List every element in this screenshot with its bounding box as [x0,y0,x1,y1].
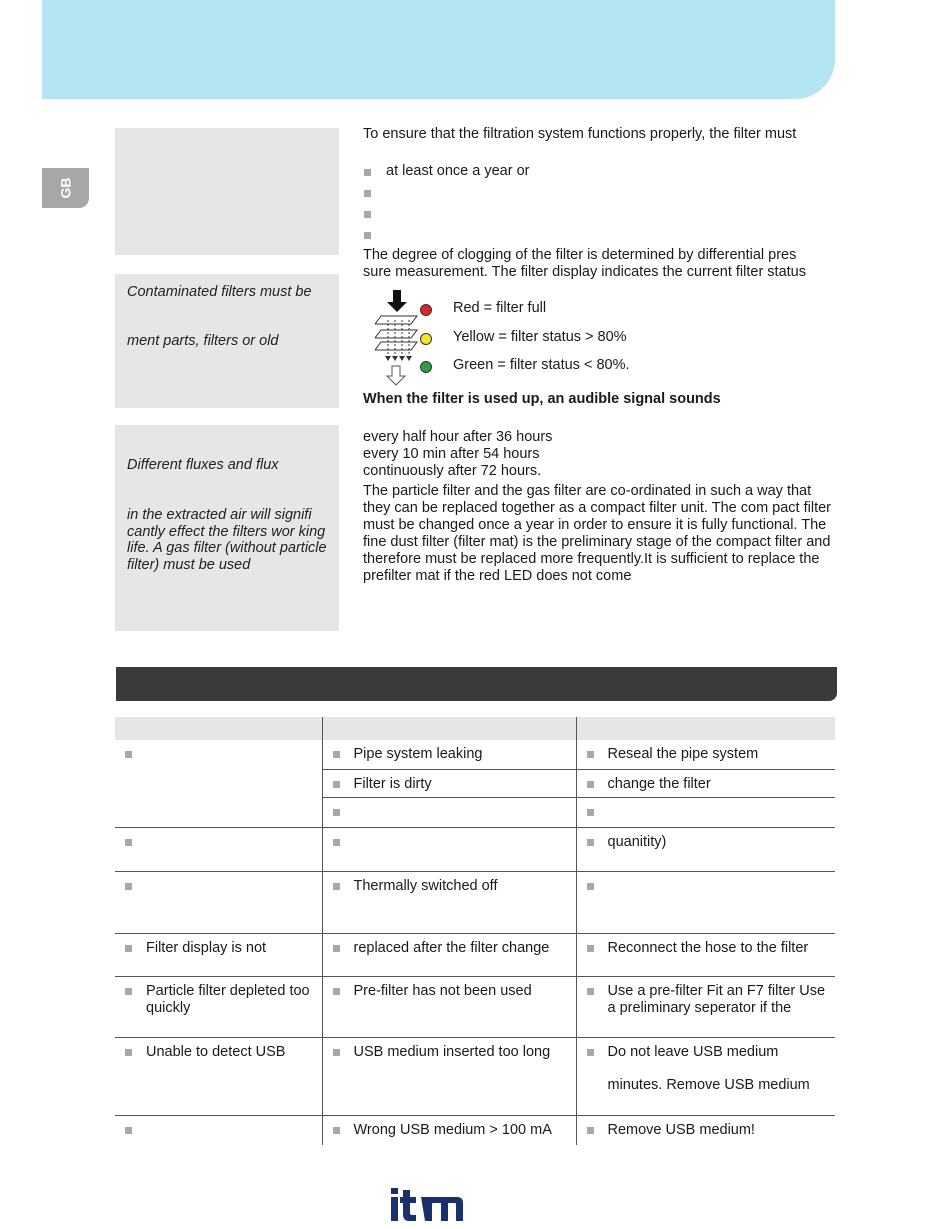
bullet-square-icon [333,883,340,890]
fault-cell: Unable to detect USB [115,1037,322,1115]
troubleshooting-table [115,717,835,1145]
remedy-cell: Reseal the pipe system [576,740,835,769]
sidebar-note-1 [115,128,339,255]
column-header [322,717,576,740]
bullet-square-icon [587,1049,594,1056]
cause-cell: Filter is dirty [322,769,576,797]
signal-line: every half hour after 36 hours [363,429,553,445]
bullet-square-icon [125,945,132,952]
signal-line: every 10 min after 54 hours [363,446,540,462]
cause-cell: Thermally switched off [322,871,576,933]
table-row [115,871,835,933]
bullet-square-icon [125,883,132,890]
sidebar-note-text: Different fluxes and flux [127,457,279,473]
remedy-cell: Remove USB medium! [576,1115,835,1145]
bullet-square-icon [587,883,594,890]
bullet-square-icon [587,751,594,758]
header-band [42,0,835,99]
column-header [115,717,322,740]
table-row [115,976,835,1037]
table-row [115,827,835,871]
cause-cell: Wrong USB medium > 100 mA [322,1115,576,1145]
sidebar-note-2 [115,274,339,408]
maintenance-intro: To ensure that the filtration system functions properly, the filter must [363,126,797,142]
yellow-led-icon [420,333,432,345]
bullet-square-icon [364,169,371,176]
clogging-paragraph: The degree of clogging of the filter is determined by differential pres sure measurement. The filter display indicates the current filter status [363,247,806,280]
led-label: Yellow = filter status > 80% [453,329,627,345]
bullet-square-icon [333,945,340,952]
fault-cell: Filter display is not [115,933,322,976]
led-label: Green = filter status < 80%. [453,357,630,373]
cause-cell: USB medium inserted too long [322,1037,576,1115]
language-tab [42,168,89,208]
bullet-square-icon [333,1049,340,1056]
red-led-icon [420,304,432,316]
table-row [115,1115,835,1145]
cause-cell [322,797,576,827]
bullet-square-icon [364,232,371,239]
table-row [115,740,835,769]
sidebar-note-text: in the extracted air will signifi cantly effect the filters wor king life. A gas filter (without particle filter) must be used [127,507,327,573]
led-label: Red = filter full [453,300,547,316]
bullet-square-icon [333,988,340,995]
bullet-square-icon [587,988,594,995]
bullet-square-icon [333,809,340,816]
fault-cell [115,871,322,933]
fault-cell [115,1115,322,1145]
itm-logo-icon [391,1188,463,1221]
bullet-square-icon [364,190,371,197]
fault-cell: Particle filter depleted too quickly [115,976,322,1037]
bullet-square-icon [125,751,132,758]
table-row [115,933,835,976]
cause-cell: Pipe system leaking [322,740,576,769]
bullet-square-icon [364,211,371,218]
bullet-square-icon [587,839,594,846]
bullet-square-icon [587,945,594,952]
fault-cell [115,827,322,871]
language-tab-label: GB [57,177,74,199]
green-led-icon [420,361,432,373]
sidebar-note-3 [115,425,339,631]
filter-diagram-icon [375,290,419,386]
bullet-square-icon [333,781,340,788]
table-row [115,1037,835,1115]
remedy-cell: quanitity) [576,827,835,871]
bullet-square-icon [333,1127,340,1134]
sidebar-note-text: Contaminated filters must be [127,284,312,300]
bullet-square-icon [333,751,340,758]
cause-cell: replaced after the filter change [322,933,576,976]
bullet-square-icon [125,1049,132,1056]
remedy-cell [576,871,835,933]
bullet-square-icon [125,839,132,846]
fault-cell [115,740,322,827]
sidebar-note-text: ment parts, filters or old [127,333,279,349]
table-header-row [115,717,835,740]
remedy-cell: Use a pre-filter Fit an F7 filter Use a preliminary seperator if the [576,976,835,1037]
signal-line: continuously after 72 hours. [363,463,542,479]
bullet-square-icon [587,781,594,788]
cause-cell: Pre-filter has not been used [322,976,576,1037]
bullet-square-icon [587,809,594,816]
bullet-square-icon [587,1127,594,1134]
remedy-cell: Do not leave USB medium minutes. Remove USB medium [576,1037,835,1115]
cause-cell [322,827,576,871]
troubleshooting-title-bar [116,667,837,701]
remedy-cell: Reconnect the hose to the filter [576,933,835,976]
remedy-cell [576,797,835,827]
column-header [576,717,835,740]
remedy-cell: change the filter [576,769,835,797]
bullet-square-icon [333,839,340,846]
bullet-square-icon [125,988,132,995]
bullet-square-icon [125,1127,132,1134]
compact-filter-paragraph: The particle filter and the gas filter are co-ordinated in such a way that they can be replaced together as a compact filter unit. The com pact filter must be changed once a year in order to ensure it is fully functional. The fine dust filter (filter mat) is the preliminary stage of the compact filter and therefore must be replaced more frequently.It is sufficient to replace the prefilter mat if the red LED does not come [363,483,832,584]
signal-heading: When the filter is used up, an audible signal sounds [363,391,721,407]
